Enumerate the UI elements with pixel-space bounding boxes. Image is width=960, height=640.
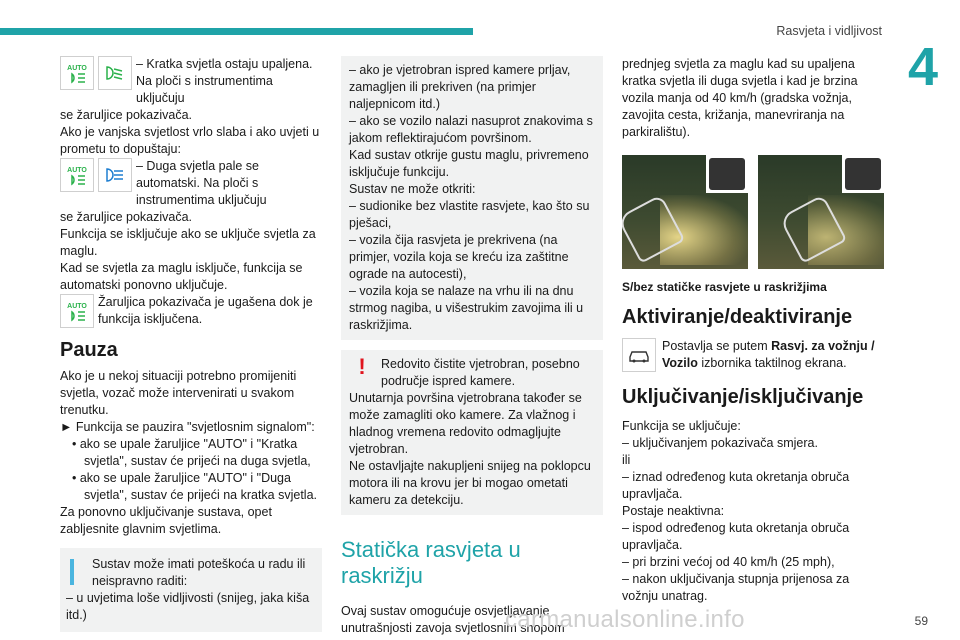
col3-cont: prednjeg svjetla za maglu kad su upaljena kratka svjetla ili duga svjetla i kad je brzina vozila manja od 40 km/h (gradska vožnja, zavojita cesta, križanja, manevriranja na parkiralištu). [622, 57, 858, 139]
onoff-l4: – iznad određenog kuta okretanja obruča upravljača. [622, 470, 850, 501]
cont1: – ako je vjetrobran ispred kamere prljav, zamagljen ili prekriven (na primjer naljepnicom itd.) [349, 63, 571, 111]
section-text: Ovaj sustav omogućuje osvjetljavanje unutrašnjosti zavoja svjetlosnim snopom [341, 604, 565, 635]
cont2: – ako se vozilo nalazi nasuprot znakovima s jakom reflektirajućom površinom. [349, 114, 593, 145]
auto-icon-label: AUTO [67, 303, 87, 310]
auto-icon [60, 56, 94, 90]
page-number: 59 [914, 614, 928, 628]
onoff-l1: Funkcija se uključuje: [622, 419, 741, 433]
pauza-p2: Za ponovno uključivanje sustava, opet zabljesnite glavnim svjetlima. [60, 505, 272, 536]
pauza-sub2: • ako se upale žaruljice "AUTO" i "Duga svjetla", sustav će prijeći na kratka svjetla. [72, 471, 318, 502]
warning-box [341, 350, 603, 515]
pauza-bullet: ► Funkcija se pauzira "svjetlosnim signalom": [60, 420, 315, 434]
info-icon [70, 559, 74, 585]
page-header-title: Rasvjeta i vidljivost [776, 24, 882, 38]
cont4: Sustav ne može otkriti: [349, 182, 476, 196]
row3-text: Žaruljica pokazivača je ugašena dok je funkcija isključena. [98, 295, 313, 326]
fog-text: Kad se svjetla za maglu isključe, funkcija se automatski ponovno uključuje. [60, 261, 303, 292]
cont5: – sudionike bez vlastite rasvjete, kao što su pješaci, [349, 199, 590, 230]
auto-icon [60, 158, 94, 192]
menu-path-2: Vozilo [662, 356, 698, 370]
column-3 [622, 56, 886, 605]
warning-p1: Unutarnja površina vjetrobrana također se može zamagliti oko kamere. Za vlažnog i hladnog vremena redovito odmagljujte vjetrobran. [349, 391, 582, 456]
chapter-number: 4 [907, 37, 938, 97]
row1-cont: se žaruljice pokazivača. [60, 108, 193, 122]
header-accent-bar [0, 28, 473, 35]
auto-icon-label: AUTO [67, 65, 87, 72]
activation-heading: Aktiviranje/deaktiviranje [622, 306, 853, 328]
auto-highbeam-row [60, 158, 322, 209]
warning-p2: Ne ostavljajte nakupljeni snijeg na poklopcu motora ili na krovu jer bi mogao ometati kameru za detekciju. [349, 459, 591, 507]
photo-caption: S/bez statičke rasvjete u raskrižjima [622, 280, 827, 294]
cornering-light-icon [706, 155, 748, 193]
cont7: – vozila koja se nalaze na vrhu ili na dnu strmog nagiba, u višestrukim zavojima ili u raskrižjima. [349, 284, 584, 332]
column-2 [341, 56, 603, 637]
auto-lowbeam-row [60, 56, 322, 107]
cornering-light-icon [842, 155, 884, 193]
onoff-l6: – ispod određenog kuta okretanja obruča upravljača. [622, 521, 850, 552]
onoff-l7: – pri brzini većoj od 40 km/h (25 mph), [622, 555, 835, 569]
info-box-continued [341, 56, 603, 340]
onoff-l2: – uključivanjem pokazivača smjera. [622, 436, 818, 450]
info-item: – u uvjetima loše vidljivosti (snijeg, jaka kiša itd.) [66, 591, 310, 622]
photo-without-cornering-light [758, 155, 884, 269]
section-title: Statička rasvjeta u raskrižju [341, 537, 521, 588]
auto-icon [60, 294, 94, 328]
pauza-heading: Pauza [60, 339, 118, 361]
column-1 [60, 56, 322, 632]
pauza-p1: Ako je u nekoj situaciji potrebno promijeniti svjetla, vozač može intervenirati u svakom trenutku. [60, 369, 297, 417]
daylight-text: Ako je vanjska svjetlost vrlo slaba i ako uvjeti u prometu to dopuštaju: [60, 125, 320, 156]
car-icon [622, 338, 656, 372]
photos [622, 155, 886, 269]
onoff-l5: Postaje neaktivna: [622, 504, 725, 518]
activation-row [622, 338, 886, 372]
auto-icon-label: AUTO [67, 167, 87, 174]
onoff-l8: – nakon uključivanja stupnja prijenosa za vožnju unatrag. [622, 572, 850, 603]
watermark: carmanualsonline.info [505, 606, 745, 633]
row2-cont: se žaruljice pokazivača. [60, 210, 193, 224]
row1-text: – Kratka svjetla ostaju upaljena. Na ploči s instrumentima uključuju [136, 57, 313, 105]
onoff-heading: Uključivanje/isključivanje [622, 386, 864, 408]
warning-head: Redovito čistite vjetrobran, posebno područje ispred kamere. [381, 357, 580, 388]
high-beam-icon [98, 158, 132, 192]
pauza-sub1: • ako se upale žaruljice "AUTO" i "Kratka svjetla", sustav će prijeći na duga svjetla, [72, 437, 311, 468]
activation-post: izbornika taktilnog ekrana. [697, 356, 847, 370]
onoff-l3: ili [622, 453, 631, 467]
photo-with-cornering-light [622, 155, 748, 269]
func-text: Funkcija se isključuje ako se uključe svjetla za maglu. [60, 227, 316, 258]
cont3: Kad sustav otkrije gustu maglu, privremeno isključuje funkciju. [349, 148, 589, 179]
menu-path-1: Rasvj. za vožnju [771, 339, 868, 353]
auto-off-row [60, 294, 322, 328]
low-beam-icon [98, 56, 132, 90]
activation-pre: Postavlja se putem [662, 339, 772, 353]
info-head-text: Sustav može imati poteškoća u radu ili neispravno raditi: [92, 557, 306, 588]
warning-icon: ! [358, 354, 366, 379]
cont6: – vozila čija rasvjeta je prekrivena (na primjer, vozila koja se kreću iza zaštitne ograde na autocesti), [349, 233, 569, 281]
info-box [60, 548, 322, 632]
menu-sep: / [867, 339, 875, 353]
row2-text: – Duga svjetla pale se automatski. Na ploči s instrumentima uključuju [136, 159, 267, 207]
